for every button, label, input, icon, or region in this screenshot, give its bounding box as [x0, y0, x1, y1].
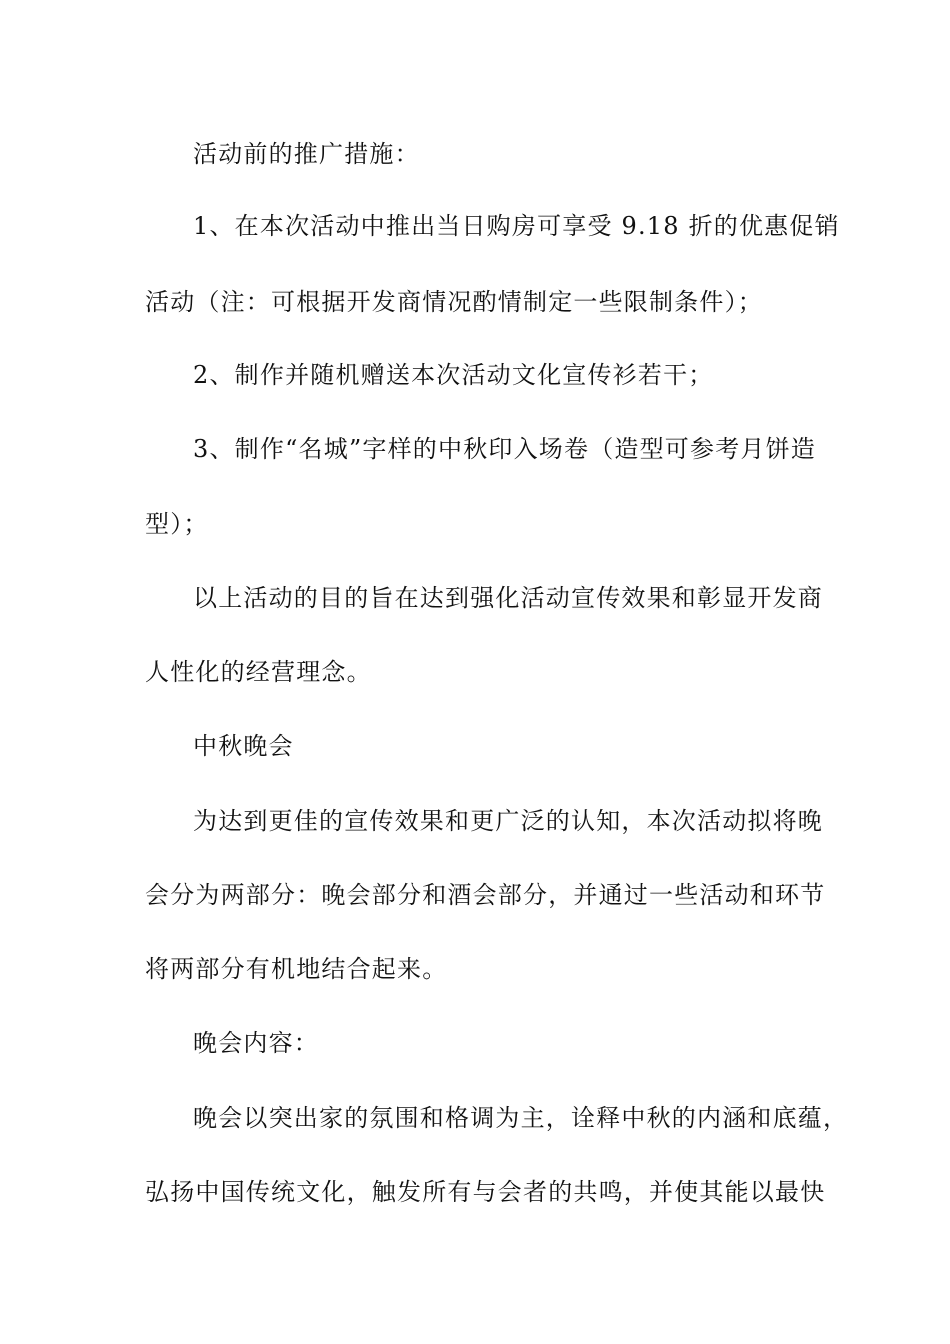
text-line: 3、制作“名城”字样的中秋印入场卷（造型可参考月饼造 — [193, 435, 817, 463]
text-line: 将两部分有机地结合起来。 — [145, 955, 448, 983]
section-heading: 中秋晚会 — [193, 732, 294, 760]
text-line: 活动前的推广措施： — [193, 140, 420, 168]
text-line: 弘扬中国传统文化，触发所有与会者的共鸣，并使其能以最快 — [145, 1178, 826, 1206]
text-line: 活动（注：可根据开发商情况酌情制定一些限制条件）； — [145, 288, 763, 316]
text-line: 为达到更佳的宣传效果和更广泛的认知，本次活动拟将晚 — [193, 807, 823, 835]
text-line: 2、制作并随机赠送本次活动文化宣传衫若干； — [193, 361, 714, 389]
text-line: 以上活动的目的旨在达到强化活动宣传效果和彰显开发商 — [193, 584, 823, 612]
text-line: 晚会以突出家的氛围和格调为主，诠释中秋的内涵和底蕴， — [193, 1104, 849, 1132]
text-line: 人性化的经营理念。 — [145, 658, 372, 686]
section-heading: 晚会内容： — [193, 1029, 319, 1057]
text-line: 会分为两部分：晚会部分和酒会部分，并通过一些活动和环节 — [145, 881, 826, 909]
text-line: 1、在本次活动中推出当日购房可享受 9.18 折的优惠促销 — [193, 212, 840, 240]
text-line: 型）； — [145, 510, 209, 538]
